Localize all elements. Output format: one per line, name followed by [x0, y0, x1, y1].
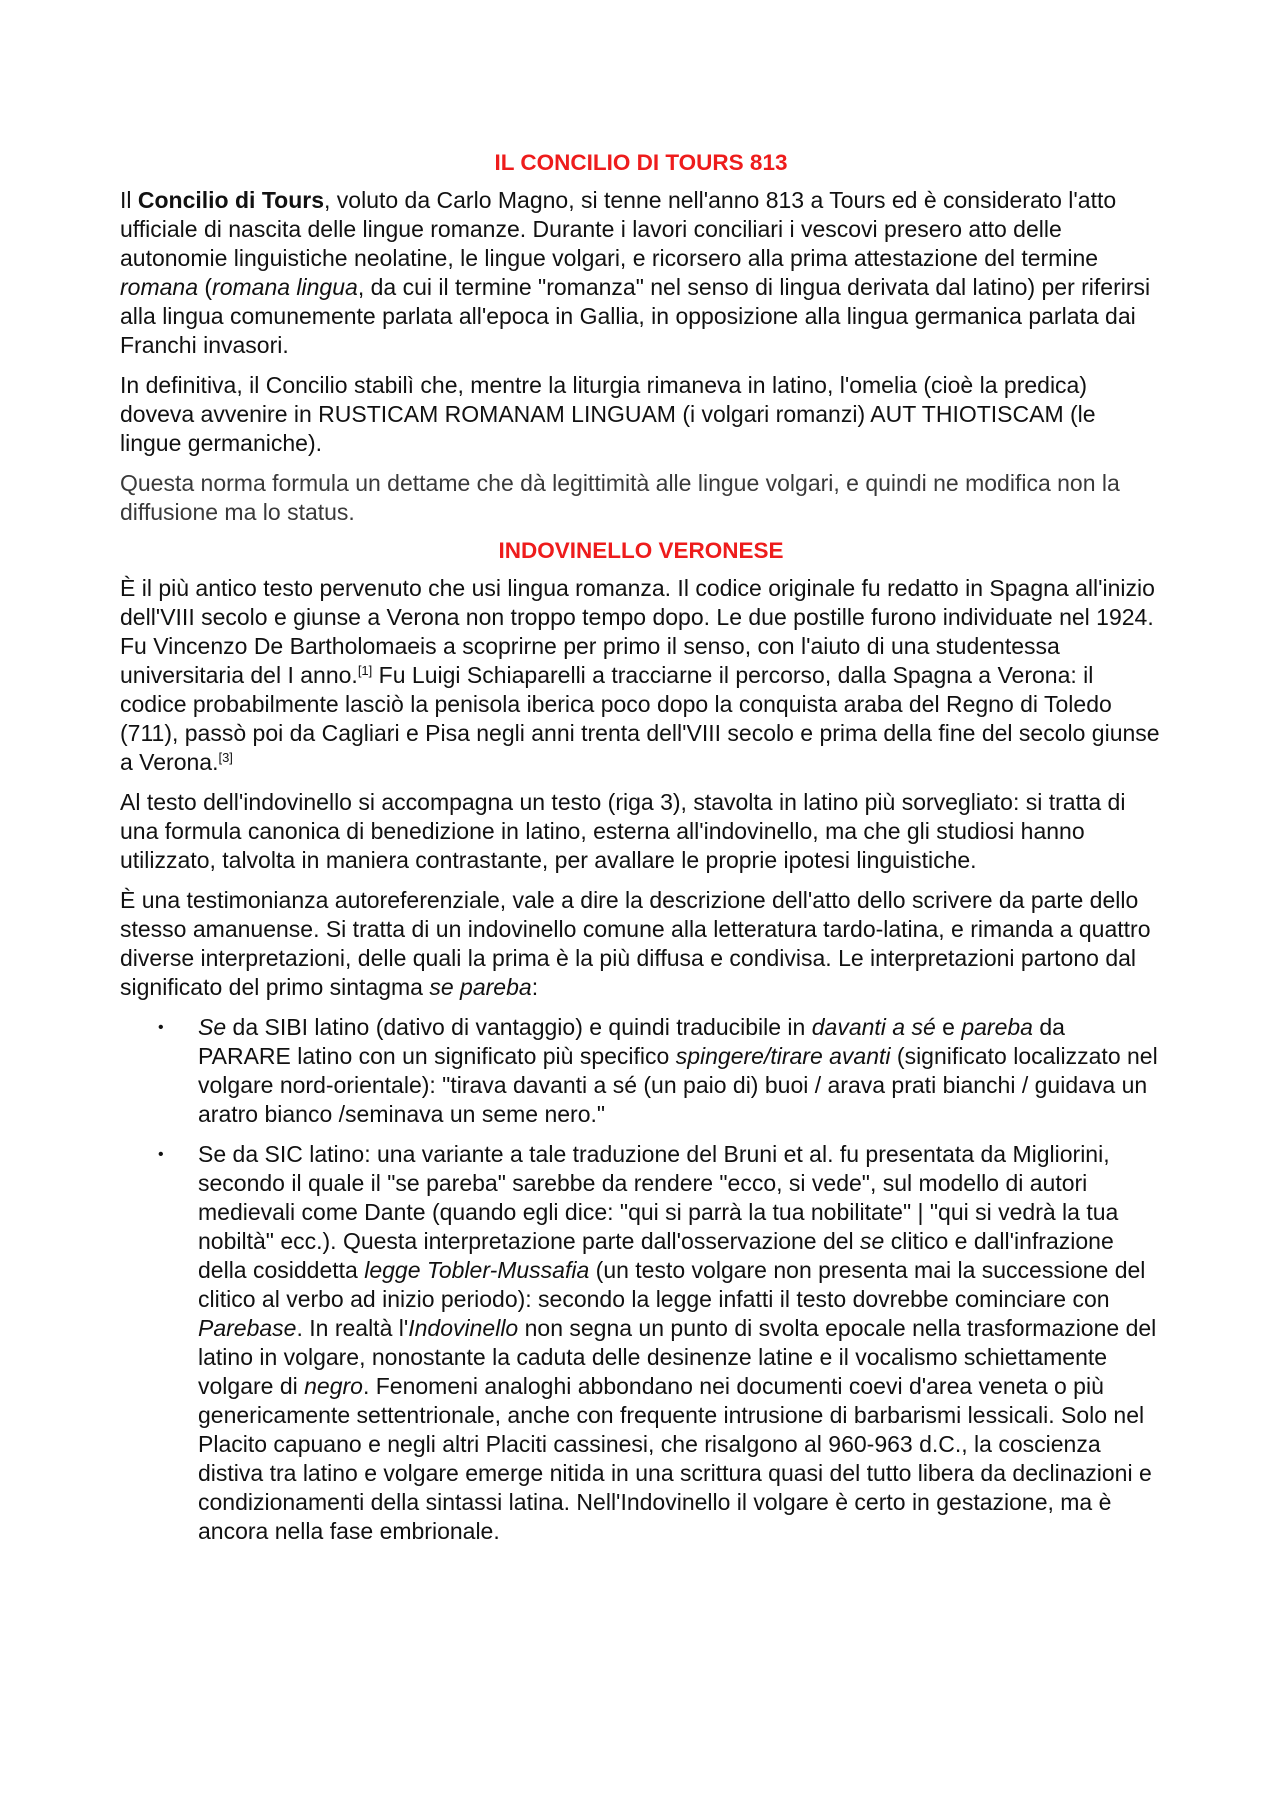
paragraph-concilio-definitiva: In definitiva, il Concilio stabilì che, mentre la liturgia rimaneva in latino, l'omelia (cioè la predica) doveva avvenire in RUSTICAM ROMANAM LINGUAM (i volgari romanzi) AUT THIOTISCAM (le lingue germaniche). — [120, 372, 1096, 456]
paragraph-concilio-norma: Questa norma formula un dettame che dà legittimità alle lingue volgari, e quindi ne modifica non la diffusione ma lo status. — [120, 470, 1120, 525]
list-item-sic: • Se da SIC latino: una variante a tale traduzione del Bruni et al. fu presentata da Migliorini, secondo il quale il "se pareba" sarebbe da rendere "ecco, si vede", sul modello di autori medievali come Dante (quando egli dice: "qui si parrà la tua nobilitate" | "qui si vedrà la tua nobiltà" ecc.). Questa interpretazione parte dall'osservazione del se clitico e dall'infrazione della cosiddetta legge Tobler-Mussafia (un testo volgare non presenta mai la successione del clitico al verbo ad inizio periodo): secondo la legge infatti il testo dovrebbe cominciare con Parebase. In realtà l'Indovinello non segna un punto di svolta epocale nella trasformazione del latino in volgare, nonostante la caduta delle desinenze latine e il vocalismo schiettamente volgare di negro. Fenomeni analoghi abbondano nei documenti coevi d'area veneta o più genericamente settentrionale, anche con frequente intrusione di barbarismi lessicali. Solo nel Placito capuano e negli altri Placiti cassinesi, che risalgono al 960-963 d.C., la coscienza distiva tra latino e volgare emerge nitida in una scrittura quasi del tutto libera da declinazioni e condizionamenti della sintassi latina. Nell'Indovinello il volgare è certo in gestazione, ma è ancora nella fase embrionale. — [158, 1141, 1157, 1544]
interpretations-list — [120, 1013, 1162, 1546]
section-title-concilio: IL CONCILIO DI TOURS 813 — [494, 150, 788, 175]
footnote-ref-3[interactable]: [3] — [218, 750, 233, 765]
paragraph-indovinello-testo: Al testo dell'indovinello si accompagna un testo (riga 3), stavolta in latino più sorvegliato: si tratta di una formula canonica di benedizione in latino, esterna all'indovinello, ma che gli studiosi hanno utilizzato, talvolta in maniera contrastante, per avallare le proprie ipotesi linguistiche. — [120, 789, 1126, 873]
paragraph-concilio-intro: Il Concilio di Tours, voluto da Carlo Magno, si tenne nell'anno 813 a Tours ed è considerato l'atto ufficiale di nascita delle lingue romanze. Durante i lavori conciliari i vescovi presero atto delle autonomie linguistiche neolatine, le lingue volgari, e ricorsero alla prima attestazione del termine romana (romana lingua, da cui il termine "romanza" nel senso di lingua derivata dal latino) per riferirsi alla lingua comunemente parlata all'epoca in Gallia, in opposizione alla lingua germanica parlata dai Franchi invasori. — [120, 187, 1151, 358]
paragraph-indovinello-testimonianza: È una testimonianza autoreferenziale, vale a dire la descrizione dell'atto dello scrivere da parte dello stesso amanuense. Si tratta di un indovinello comune alla letteratura tardo-latina, e rimanda a quattro diverse interpretazioni, delle quali la prima è la più diffusa e condivisa. Le interpretazioni partono dal significato del primo sintagma se pareba: — [120, 887, 1151, 1000]
list-item-sibi: • Se da SIBI latino (dativo di vantaggio) e quindi traducibile in davanti a sé e pareba da PARARE latino con un significato più specifico spingere/tirare avanti (significato localizzato nel volgare nord-orientale): "tirava davanti a sé (un paio di) buoi / arava prati bianchi / guidava un aratro bianco /seminava un seme nero." — [158, 1014, 1158, 1127]
bullet-icon: • — [158, 1146, 164, 1163]
paragraph-indovinello-intro: È il più antico testo pervenuto che usi lingua romanza. Il codice originale fu redatto in Spagna all'inizio dell'VIII secolo e giunse a Verona non troppo tempo dopo. Le due postille furono individuate nel 1924. Fu Vincenzo De Bartholomaeis a scoprirne per primo il senso, con l'aiuto di una studentessa universitaria del I anno.[1] Fu Luigi Schiaparelli a tracciarne il percorso, dalla Spagna a Verona: il codice probabilmente lasciò la penisola iberica poco dopo la conquista araba del Regno di Toledo (711), passò poi da Cagliari e Pisa negli anni trenta dell'VIII secolo e prima della fine del secolo giunse a Verona.[3] — [120, 575, 1160, 775]
footnote-ref-1[interactable]: [1] — [357, 663, 373, 678]
section-title-indovinello: INDOVINELLO VERONESE — [498, 538, 784, 563]
bullet-icon: • — [158, 1019, 164, 1036]
